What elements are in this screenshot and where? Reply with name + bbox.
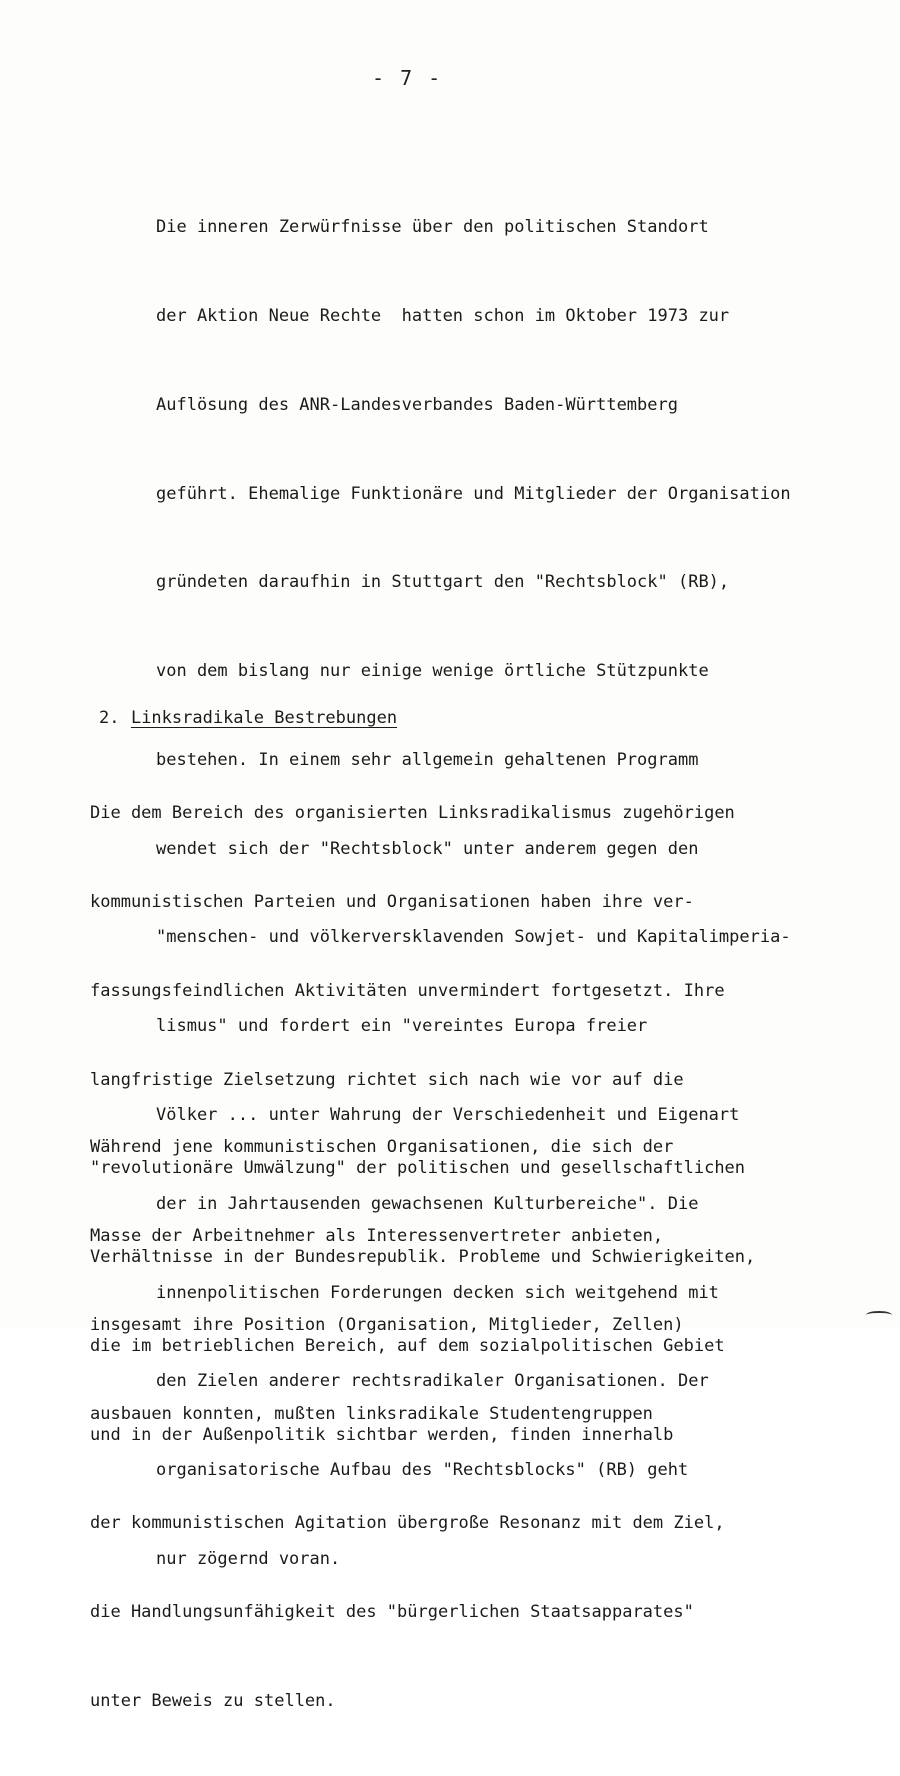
text-line: unter Beweis zu stellen. <box>90 1691 336 1711</box>
text-line: bestehen. In einem sehr allgemein gehaltenen Programm <box>156 749 699 770</box>
text-line: langfristige Zielsetzung richtet sich nach wie vor auf die <box>90 1069 684 1090</box>
text-line: Verhältnisse in der Bundesrepublik. Probleme und Schwierigkeiten, <box>90 1247 756 1268</box>
paragraph-organisationen <box>90 1074 684 1488</box>
text-line: lismus" und fordert ein "vereintes Europa freier <box>156 1016 648 1037</box>
text-line: die im betrieblichen Bereich, auf dem sozialpolitischen Gebiet <box>90 1335 725 1356</box>
section-heading <box>58 688 397 748</box>
text-line: der in Jahrtausenden gewachsenen Kulturbereiche". Die <box>156 1193 699 1214</box>
text-line: nur zögernd voran. <box>156 1548 341 1569</box>
text-line: gründeten daraufhin in Stuttgart den "Rechtsblock" (RB), <box>156 572 730 593</box>
text-line: Masse der Arbeitnehmer als Interessenvertreter anbieten, <box>90 1225 664 1246</box>
text-line: die Handlungsunfähigkeit des "bürgerlichen Staatsapparates" <box>90 1602 694 1623</box>
text-line: Auflösung des ANR-Landesverbandes Baden-Württemberg <box>156 394 678 415</box>
text-line: und in der Außenpolitik sichtbar werden, finden innerhalb <box>90 1424 674 1445</box>
text-line: Völker ... unter Wahrung der Verschiedenheit und Eigenart <box>156 1105 740 1125</box>
text-line: der kommunistischen Agitation übergroße Resonanz mit dem Ziel, <box>90 1513 725 1534</box>
pen-mark <box>866 1311 892 1319</box>
text-line: fassungsfeindlichen Aktivitäten unvermindert fortgesetzt. Ihre <box>90 980 725 1001</box>
text-line: kommunistischen Parteien und Organisationen haben ihre ver- <box>90 891 694 912</box>
text-line: den Zielen anderer rechtsradikaler Organisationen. Der <box>156 1371 709 1392</box>
text-line: "menschen- und völkerversklavenden Sowjet- und Kapitalimperia- <box>156 927 791 948</box>
text-line: Während jene kommunistischen Organisationen, die sich der <box>90 1137 674 1158</box>
text-line: ausbauen konnten, mußten linksradikale Studentengruppen <box>90 1403 653 1424</box>
text-line: "revolutionäre Umwälzung" der politischen und gesellschaftlichen <box>90 1158 746 1179</box>
text-line: geführt. Ehemalige Funktionäre und Mitglieder der Organisation <box>156 483 791 504</box>
text-line: innenpolitischen Forderungen decken sich weitgehend mit <box>156 1282 719 1303</box>
text-line: Die dem Bereich des organisierten Linksradikalismus zugehörigen <box>90 803 735 824</box>
text-line: insgesamt ihre Position (Organisation, Mitglieder, Zellen) <box>90 1314 684 1335</box>
text-line: Die inneren Zerwürfnisse über den politischen Standort <box>156 217 709 238</box>
text-line: organisatorische Aufbau des "Rechtsblocks" (RB) geht <box>156 1460 689 1481</box>
section-number: 2. <box>98 708 120 728</box>
text-line: von dem bislang nur einige wenige örtliche Stützpunkte <box>156 661 709 682</box>
page-number: - 7 - <box>372 66 443 90</box>
section-title: Linksradikale Bestrebungen <box>130 708 398 728</box>
text-line: der Aktion Neue Rechte hatten schon im Oktober 1973 zur <box>156 305 730 326</box>
text-line: wendet sich der "Rechtsblock" unter anderem gegen den <box>156 838 699 859</box>
